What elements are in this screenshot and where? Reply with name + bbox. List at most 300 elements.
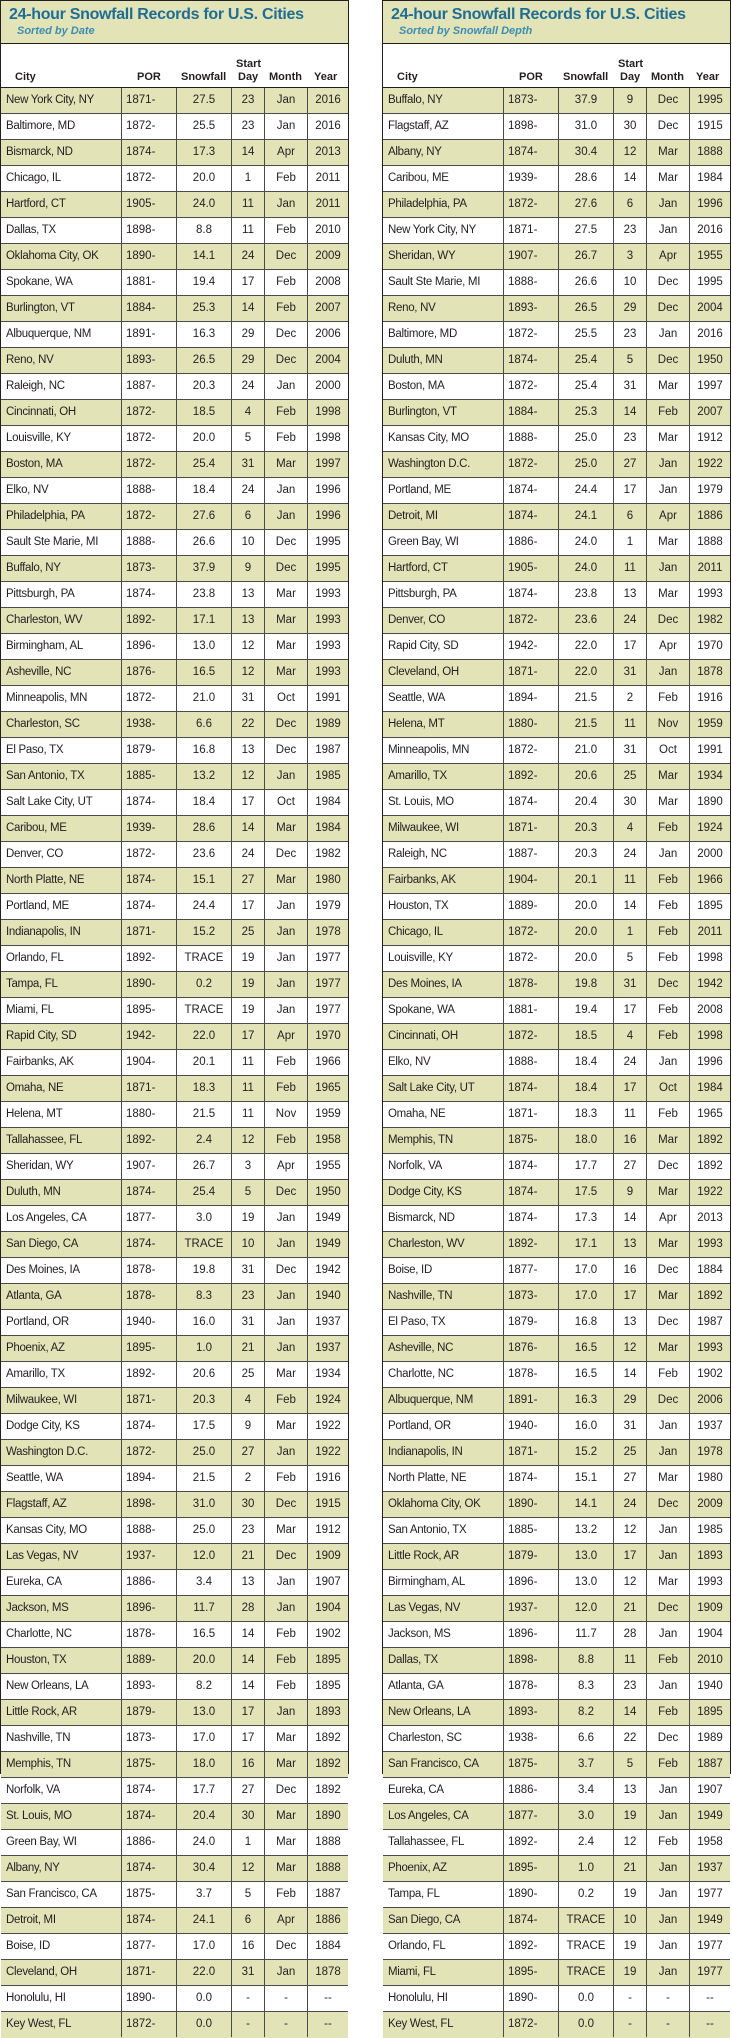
table-cell-day: 23 (614, 426, 647, 451)
table-cell-year: 2016 (315, 120, 341, 132)
table-cell-month: Feb (265, 218, 308, 243)
table-cell-snowfall: 16.5 (559, 1362, 614, 1387)
table-cell-day: 4 (232, 1388, 265, 1413)
table-cell-month: Feb (265, 1882, 308, 1907)
table-cell-snowfall: 37.9 (559, 88, 614, 113)
table-cell-por: 1878- (504, 972, 559, 997)
table-cell-year: 1958 (315, 1134, 341, 1146)
table-cell-day: 31 (232, 686, 265, 711)
table-row (1, 738, 348, 764)
table-cell-year: 1993 (697, 588, 723, 600)
table-cell-city: Tampa, FL (383, 1882, 504, 1907)
table-cell-por: 1892- (122, 1128, 177, 1153)
table-cell-city: Buffalo, NY (383, 88, 504, 113)
table-cell-snowfall: 1.0 (177, 1336, 232, 1361)
table-cell-city: Charleston, WV (383, 1232, 504, 1257)
table-cell-snowfall: 24.4 (559, 478, 614, 503)
table-cell-city: Boston, MA (1, 452, 122, 477)
table-row (1, 1362, 348, 1388)
table-cell-city: Fairbanks, AK (1, 1050, 122, 1075)
table-cell-day: 5 (232, 1882, 265, 1907)
table-cell-por: 1904- (504, 868, 559, 893)
table-row (383, 530, 730, 556)
table-cell-snowfall: 37.9 (177, 556, 232, 581)
table-cell-por: 1895- (504, 1856, 559, 1881)
table-row (383, 166, 730, 192)
table-cell-year: 1993 (315, 666, 341, 678)
table-cell-day: 6 (614, 192, 647, 217)
table-cell-city: Cleveland, OH (383, 660, 504, 685)
table-cell-city: Helena, MT (1, 1102, 122, 1127)
table-row (383, 244, 730, 270)
table-cell-month: Jan (647, 1674, 690, 1699)
table-cell-city: Jackson, MS (383, 1622, 504, 1647)
column-header-city: City (15, 71, 36, 83)
table-row (383, 1778, 730, 1804)
table-cell-por: 1878- (504, 1674, 559, 1699)
table-cell-city: Las Vegas, NV (383, 1596, 504, 1621)
table-row (383, 1648, 730, 1674)
table-cell-month: Dec (265, 244, 308, 269)
table-cell-snowfall: TRACE (559, 1960, 614, 1985)
table-cell-month: Nov (647, 712, 690, 737)
table-cell-por: 1871- (122, 88, 177, 113)
table-row (1, 998, 348, 1024)
table-cell-snowfall: 17.3 (177, 140, 232, 165)
table-cell-day: 23 (614, 1674, 647, 1699)
table-cell-por: 1884- (122, 296, 177, 321)
table-cell-month: Feb (647, 1830, 690, 1855)
table-cell-month: Jan (647, 1960, 690, 1985)
table-cell-day: 25 (232, 1362, 265, 1387)
table-cell-month: Dec (265, 1934, 308, 1959)
table-cell-month: Mar (647, 582, 690, 607)
table-cell-city: Caribou, ME (1, 816, 122, 841)
table-cell-year: 1937 (315, 1342, 341, 1354)
table-cell-por: 1890- (504, 1492, 559, 1517)
table-cell-month: Dec (265, 738, 308, 763)
table-cell-city: Amarillo, TX (383, 764, 504, 789)
table-cell-por: 1875- (122, 1752, 177, 1777)
table-cell-snowfall: 20.0 (177, 426, 232, 451)
table-row (1, 1336, 348, 1362)
table-row (1, 1830, 348, 1856)
table-cell-city: Kansas City, MO (1, 1518, 122, 1543)
table-row (1, 1050, 348, 1076)
column-header-day: Day (620, 71, 641, 83)
table-cell-city: Little Rock, AR (1, 1700, 122, 1725)
table-cell-city: Asheville, NC (1, 660, 122, 685)
table-cell-year: -- (324, 1992, 332, 2004)
table-cell-city: San Diego, CA (383, 1908, 504, 1933)
table-cell-snowfall: 19.8 (177, 1258, 232, 1283)
table-row (1, 374, 348, 400)
table-cell-city: Memphis, TN (1, 1752, 122, 1777)
table-cell-month: Jan (647, 1518, 690, 1543)
table-cell-day: 27 (614, 1466, 647, 1491)
table-cell-por: 1898- (122, 218, 177, 243)
table-cell-day: 17 (232, 790, 265, 815)
table-cell-city: Burlington, VT (383, 400, 504, 425)
table-row (1, 946, 348, 972)
table-cell-month: Mar (265, 1518, 308, 1543)
table-cell-por: 1871- (122, 1076, 177, 1101)
snowfall-table-by-depth (382, 0, 731, 2030)
table-cell-month: Jan (265, 1336, 308, 1361)
table-cell-month: Apr (265, 1154, 308, 1179)
table-row (1, 582, 348, 608)
table-row (383, 1960, 730, 1986)
table-row (383, 1232, 730, 1258)
table-row (383, 114, 730, 140)
table-cell-year: 2011 (697, 562, 723, 574)
table-cell-snowfall: 31.0 (177, 1492, 232, 1517)
table-row (1, 192, 348, 218)
table-cell-year: 1995 (697, 94, 723, 106)
table-cell-snowfall: 0.0 (559, 2012, 614, 2037)
table-row (1, 1882, 348, 1908)
table-cell-day: 31 (614, 374, 647, 399)
table-row (383, 1180, 730, 1206)
table-cell-por: 1874- (122, 1414, 177, 1439)
table-cell-year: 1878 (697, 666, 723, 678)
table-row (1, 244, 348, 270)
table-cell-snowfall: 17.0 (559, 1258, 614, 1283)
table-cell-day: 23 (232, 1284, 265, 1309)
table-cell-month: Feb (647, 894, 690, 919)
table-cell-year: 1902 (697, 1368, 723, 1380)
table-cell-por: 1874- (122, 868, 177, 893)
table-cell-snowfall: TRACE (177, 998, 232, 1023)
table-title-block (1, 1, 348, 44)
table-cell-snowfall: 20.0 (559, 894, 614, 919)
table-cell-month: Apr (647, 244, 690, 269)
table-cell-month: Jan (647, 1778, 690, 1803)
table-cell-por: 1875- (504, 1128, 559, 1153)
table-cell-snowfall: 17.1 (177, 608, 232, 633)
table-cell-day: 12 (614, 1336, 647, 1361)
table-row (1, 1440, 348, 1466)
table-cell-year: 1979 (697, 484, 723, 496)
table-cell-day: 9 (614, 1180, 647, 1205)
table-cell-day: 27 (614, 1154, 647, 1179)
table-cell-month: Dec (647, 1258, 690, 1283)
table-cell-year: 1995 (315, 536, 341, 548)
table-cell-month: Feb (265, 1076, 308, 1101)
table-cell-day: 27 (232, 1440, 265, 1465)
table-row (1, 218, 348, 244)
table-cell-city: Bismarck, ND (1, 140, 122, 165)
table-cell-year: 1892 (315, 1758, 341, 1770)
table-cell-snowfall: TRACE (177, 946, 232, 971)
table-cell-month: Feb (647, 1362, 690, 1387)
table-cell-city: Amarillo, TX (1, 1362, 122, 1387)
table-cell-snowfall: 20.4 (177, 1804, 232, 1829)
table-cell-city: Eureka, CA (1, 1570, 122, 1595)
table-cell-day: 31 (614, 738, 647, 763)
table-cell-por: 1872- (504, 452, 559, 477)
table-cell-city: El Paso, TX (383, 1310, 504, 1335)
table-cell-snowfall: 26.6 (177, 530, 232, 555)
table-cell-month: Dec (647, 348, 690, 373)
table-cell-por: 1879- (122, 738, 177, 763)
table-cell-year: 1993 (697, 1576, 723, 1588)
table-cell-city: Miami, FL (383, 1960, 504, 1985)
table-cell-city: Key West, FL (383, 2012, 504, 2037)
table-row (383, 738, 730, 764)
table-row (1, 348, 348, 374)
table-cell-city: Albany, NY (383, 140, 504, 165)
table-row (1, 1414, 348, 1440)
table-cell-month: Mar (647, 426, 690, 451)
table-cell-year: 1978 (697, 1446, 723, 1458)
table-cell-snowfall: 21.0 (177, 686, 232, 711)
table-cell-year: 1955 (697, 250, 723, 262)
table-cell-por: 1887- (122, 374, 177, 399)
table-cell-year: 1989 (697, 1732, 723, 1744)
table-cell-snowfall: 20.6 (177, 1362, 232, 1387)
table-cell-year: 1978 (315, 926, 341, 938)
table-cell-day: 17 (614, 1076, 647, 1101)
table-row (383, 1076, 730, 1102)
table-row (1, 816, 348, 842)
table-cell-year: 1959 (315, 1108, 341, 1120)
table-cell-city: Omaha, NE (1, 1076, 122, 1101)
table-cell-city: Atlanta, GA (1, 1284, 122, 1309)
table-cell-city: Elko, NV (383, 1050, 504, 1075)
table-cell-month: Feb (647, 998, 690, 1023)
table-cell-city: Reno, NV (383, 296, 504, 321)
table-row (383, 842, 730, 868)
table-cell-city: Burlington, VT (1, 296, 122, 321)
table-cell-city: Green Bay, WI (1, 1830, 122, 1855)
table-cell-month: Feb (265, 1050, 308, 1075)
table-cell-city: Milwaukee, WI (1, 1388, 122, 1413)
table-row (383, 894, 730, 920)
table-row (1, 166, 348, 192)
table-cell-year: 1982 (697, 614, 723, 626)
table-cell-day: 13 (232, 1570, 265, 1595)
table-cell-year: 2013 (315, 146, 341, 158)
table-row (383, 140, 730, 166)
table-cell-month: Oct (265, 790, 308, 815)
table-cell-snowfall: 0.2 (559, 1882, 614, 1907)
table-cell-snowfall: 19.4 (559, 998, 614, 1023)
table-cell-year: 1912 (315, 1524, 341, 1536)
table-cell-city: Duluth, MN (383, 348, 504, 373)
table-cell-month: Mar (265, 816, 308, 841)
table-cell-city: Dallas, TX (383, 1648, 504, 1673)
table-cell-snowfall: 8.3 (177, 1284, 232, 1309)
table-cell-por: 1874- (122, 582, 177, 607)
table-cell-day: 17 (614, 1544, 647, 1569)
table-cell-por: 1871- (504, 1102, 559, 1127)
table-cell-snowfall: 26.7 (559, 244, 614, 269)
table-cell-por: 1872- (122, 426, 177, 451)
table-cell-year: 2006 (315, 328, 341, 340)
table-cell-day: 11 (614, 712, 647, 737)
table-cell-year: -- (706, 2018, 714, 2030)
table-cell-por: 1871- (122, 1388, 177, 1413)
table-row (1, 478, 348, 504)
table-cell-month: - (265, 2012, 308, 2037)
table-title: 24-hour Snowfall Records for U.S. Cities (391, 6, 686, 23)
table-cell-year: 1993 (315, 640, 341, 652)
table-cell-day: 1 (232, 166, 265, 191)
table-cell-por: 1895- (122, 998, 177, 1023)
table-cell-month: Mar (265, 660, 308, 685)
table-cell-year: 2008 (697, 1004, 723, 1016)
table-cell-snowfall: 0.0 (177, 1986, 232, 2011)
table-cell-month: Jan (265, 894, 308, 919)
table-cell-snowfall: 3.7 (177, 1882, 232, 1907)
table-cell-month: Jan (647, 1934, 690, 1959)
table-cell-por: 1878- (122, 1258, 177, 1283)
table-cell-snowfall: 20.3 (559, 816, 614, 841)
table-row (1, 1986, 348, 2012)
table-cell-snowfall: 16.0 (177, 1310, 232, 1335)
table-cell-por: 1888- (504, 426, 559, 451)
table-row (383, 686, 730, 712)
table-cell-por: 1885- (122, 764, 177, 789)
table-cell-year: 2000 (315, 380, 341, 392)
table-cell-month: Jan (265, 504, 308, 529)
table-cell-snowfall: 8.3 (559, 1674, 614, 1699)
table-row (1, 634, 348, 660)
table-cell-snowfall: 8.2 (559, 1700, 614, 1725)
table-cell-city: Charlotte, NC (1, 1622, 122, 1647)
table-cell-por: 1884- (504, 400, 559, 425)
table-subtitle: Sorted by Date (17, 25, 95, 37)
table-cell-day: 19 (614, 1960, 647, 1985)
table-row (1, 920, 348, 946)
table-cell-day: 30 (614, 114, 647, 139)
table-cell-day: 12 (614, 1570, 647, 1595)
table-cell-day: 28 (232, 1596, 265, 1621)
table-cell-snowfall: 20.6 (559, 764, 614, 789)
table-cell-city: Philadelphia, PA (1, 504, 122, 529)
table-cell-month: Jan (265, 972, 308, 997)
table-cell-month: Mar (647, 1180, 690, 1205)
table-row (383, 1544, 730, 1570)
table-cell-day: 31 (232, 1258, 265, 1283)
table-cell-city: St. Louis, MO (383, 790, 504, 815)
table-cell-por: 1892- (122, 608, 177, 633)
table-cell-por: 1890- (122, 1986, 177, 2011)
table-cell-year: 2011 (697, 926, 723, 938)
table-cell-year: 1904 (315, 1602, 341, 1614)
table-cell-por: 1895- (504, 1960, 559, 1985)
table-cell-por: 1896- (122, 634, 177, 659)
table-cell-snowfall: 15.2 (177, 920, 232, 945)
table-cell-day: 6 (232, 1908, 265, 1933)
table-cell-snowfall: 25.0 (177, 1518, 232, 1543)
table-row (1, 972, 348, 998)
table-cell-day: 30 (232, 1492, 265, 1517)
table-cell-snowfall: 31.0 (559, 114, 614, 139)
table-cell-city: San Francisco, CA (1, 1882, 122, 1907)
table-cell-day: 14 (614, 1700, 647, 1725)
table-cell-snowfall: TRACE (559, 1934, 614, 1959)
table-cell-month: Feb (265, 1466, 308, 1491)
table-cell-month: - (647, 2012, 690, 2037)
table-cell-year: 1996 (315, 484, 341, 496)
table-row (383, 1206, 730, 1232)
table-cell-month: Mar (265, 868, 308, 893)
table-cell-year: 1892 (315, 1784, 341, 1796)
table-cell-por: 1872- (122, 114, 177, 139)
table-cell-year: 1888 (315, 1836, 341, 1848)
table-cell-snowfall: 20.3 (559, 842, 614, 867)
table-cell-por: 1872- (122, 400, 177, 425)
table-cell-year: 1955 (315, 1160, 341, 1172)
table-cell-por: 1891- (504, 1388, 559, 1413)
table-cell-day: 6 (614, 504, 647, 529)
table-cell-city: Des Moines, IA (383, 972, 504, 997)
table-cell-year: 1950 (697, 354, 723, 366)
table-row (383, 1492, 730, 1518)
table-cell-year: 1907 (315, 1576, 341, 1588)
table-cell-day: 29 (232, 348, 265, 373)
table-cell-por: 1874- (504, 1180, 559, 1205)
table-cell-year: 1934 (697, 770, 723, 782)
table-cell-month: Apr (647, 634, 690, 659)
table-cell-city: Boston, MA (383, 374, 504, 399)
table-cell-year: 2010 (315, 224, 341, 236)
table-cell-city: Detroit, MI (1, 1908, 122, 1933)
table-cell-month: Dec (265, 322, 308, 347)
table-row (1, 1778, 348, 1804)
table-cell-day: - (614, 1986, 647, 2011)
table-cell-snowfall: 24.0 (559, 556, 614, 581)
table-cell-por: 1893- (504, 296, 559, 321)
table-cell-snowfall: 24.1 (177, 1908, 232, 1933)
table-row (383, 1466, 730, 1492)
table-cell-month: Jan (647, 1440, 690, 1465)
table-cell-day: 12 (614, 1830, 647, 1855)
table-cell-day: 29 (614, 296, 647, 321)
table-cell-day: 4 (614, 1024, 647, 1049)
table-cell-year: 1987 (315, 744, 341, 756)
table-row (383, 1804, 730, 1830)
table-cell-snowfall: 18.4 (177, 478, 232, 503)
table-row (1, 712, 348, 738)
table-cell-city: Albuquerque, NM (1, 322, 122, 347)
table-cell-city: Albany, NY (1, 1856, 122, 1881)
table-cell-snowfall: 24.0 (559, 530, 614, 555)
table-cell-snowfall: 15.1 (559, 1466, 614, 1491)
table-cell-por: 1938- (122, 712, 177, 737)
table-cell-year: 1909 (697, 1602, 723, 1614)
table-cell-city: Dallas, TX (1, 218, 122, 243)
table-cell-month: Dec (265, 348, 308, 373)
table-cell-month: Feb (265, 1128, 308, 1153)
table-cell-month: Oct (265, 686, 308, 711)
table-cell-day: 13 (614, 1310, 647, 1335)
table-cell-por: 1872- (122, 2012, 177, 2037)
table-cell-year: 2010 (697, 1654, 723, 1666)
table-cell-snowfall: 8.2 (177, 1674, 232, 1699)
table-cell-snowfall: 3.7 (559, 1752, 614, 1777)
table-row (383, 608, 730, 634)
table-cell-snowfall: 18.3 (559, 1102, 614, 1127)
table-cell-day: 12 (232, 764, 265, 789)
table-cell-por: 1874- (504, 1076, 559, 1101)
table-cell-por: 1892- (122, 1362, 177, 1387)
table-cell-por: 1892- (504, 1830, 559, 1855)
table-row (383, 1024, 730, 1050)
column-header-city: City (397, 71, 418, 83)
